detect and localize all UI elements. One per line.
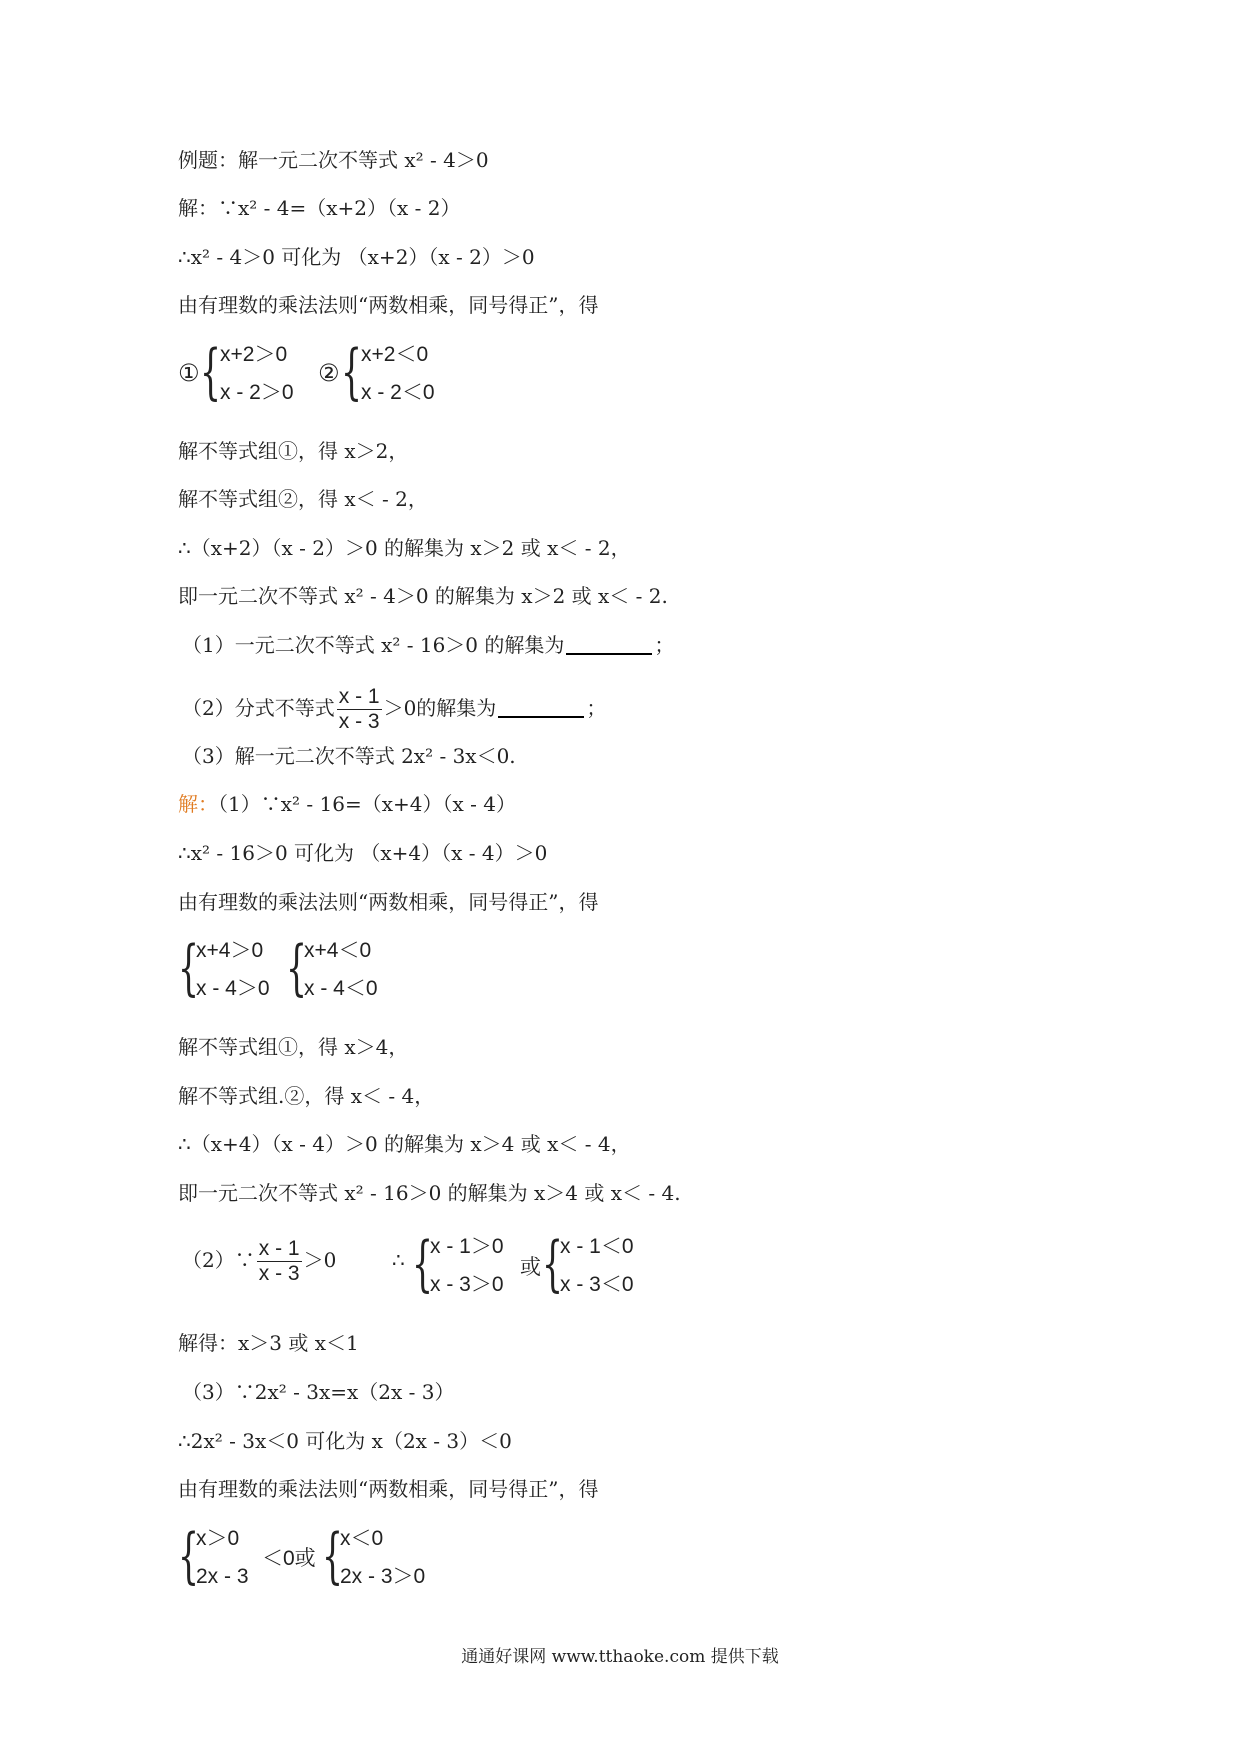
left-brace: { [178,933,200,1003]
example-line-7: 即一元二次不等式 x² - 4＞0 的解集为 x＞2 或 x＜ - 2. [178,584,668,608]
solution-line-6: ∴（x+4）（x - 4）＞0 的解集为 x＞4 或 x＜ - 4， [178,1132,631,1156]
solution-inequality-systems-3 [178,1520,478,1600]
solution-line-8: 解得：x＞3 或 x＜1 [178,1331,359,1355]
answer-blank [566,633,652,655]
solution-line-9: （3）∵2x² - 3x=x（2x - 3） [182,1380,455,1404]
system1-condition-2: x - 3＞0 [430,1273,504,1296]
example-line-2: ∴x² - 4＞0 可化为 （x+2）（x - 2）＞0 [178,245,535,269]
system1-condition-1: x+4＞0 [196,939,264,962]
left-brace: { [412,1229,434,1299]
solution-line-11: 由有理数的乘法法则“两数相乘，同号得正”，得 [178,1477,599,1501]
fraction: $\frac{x - 1}{x - 3}$ [258,1237,300,1285]
question-2: （2）分式不等式 $\frac{x - 1}{x - 3}$ ＞0的解集为 ； [182,685,607,733]
circled-one-label: ① [178,360,200,387]
system2-condition-2: x - 4＜0 [304,977,378,1000]
example-line-5: 解不等式组②，得 x＜ - 2， [178,487,428,511]
question-1: （1）一元二次不等式 x² - 16＞0 的解集为 ； [182,633,675,657]
system2-condition-1: x+4＜0 [304,939,372,962]
system2-condition-2: x - 3＜0 [560,1273,634,1296]
example-inequality-systems [178,336,478,416]
example-line-4: 解不等式组①，得 x＞2， [178,439,409,463]
system1-condition-2: x - 4＞0 [196,977,270,1000]
page-footer: 通通好课网 www.tthaoke.com 提供下载 [461,1647,779,1667]
system1-condition-1: x - 1＞0 [430,1235,504,1258]
or-word: 或 [520,1255,541,1279]
example-line-1: 解：∵x² - 4=（x+2）（x - 2） [178,196,461,220]
circled-two-label: ② [318,360,340,387]
system2-condition-2: 2x - 3＞0 [340,1565,426,1588]
answer-blank [498,696,584,718]
system1-condition-1: x+2＞0 [220,343,288,366]
solution-line-4: 解不等式组①，得 x＞4， [178,1035,409,1059]
left-brace: { [286,933,308,1003]
solution-line-7: 即一元二次不等式 x² - 16＞0 的解集为 x＞4 或 x＜ - 4. [178,1181,681,1205]
system2-condition-1: x+2＜0 [361,343,429,366]
example-line-3: 由有理数的乘法法则“两数相乘，同号得正”，得 [178,293,599,317]
solution-line-5: 解不等式组.②，得 x＜ - 4， [178,1084,435,1108]
solution-line-3: 由有理数的乘法法则“两数相乘，同号得正”，得 [178,890,599,914]
solution-inequality-systems-1 [178,932,438,1012]
left-brace: { [341,337,363,407]
solution-line-2: ∴x² - 16＞0 可化为 （x+4）（x - 4）＞0 [178,841,548,865]
solution-line-1: 解：（1）∵x² - 16=（x+4）（x - 4） [178,792,516,816]
left-brace: { [542,1229,564,1299]
system2-condition-2: x - 2＜0 [361,381,435,404]
system2-condition-1: x - 1＜0 [560,1235,634,1258]
therefore-symbol: ∴ [392,1248,405,1272]
system1-condition-1: x＞0 [196,1527,240,1550]
system2-condition-1: x＜0 [340,1527,384,1550]
solution-line-10: ∴2x² - 3x＜0 可化为 x（2x - 3）＜0 [178,1429,512,1453]
left-brace: { [322,1521,344,1591]
system1-condition-2: 2x - 3 [196,1565,249,1588]
system1-condition-2: x - 2＞0 [220,381,294,404]
solution-part-2: （2）∵ $\frac{x - 1}{x - 3}$ ＞0 [182,1237,337,1285]
solution-inequality-systems-2 [412,1228,672,1308]
fraction: $\frac{x - 1}{x - 3}$ [338,685,380,733]
left-brace: { [178,1521,200,1591]
left-brace: { [200,337,222,407]
example-title: 例题：解一元二次不等式 x² - 4＞0 [178,148,489,172]
example-line-6: ∴（x+2）（x - 2）＞0 的解集为 x＞2 或 x＜ - 2， [178,536,631,560]
less-than-zero-or: ＜0或 [262,1547,316,1570]
question-3: （3）解一元二次不等式 2x² - 3x＜0. [182,744,516,768]
